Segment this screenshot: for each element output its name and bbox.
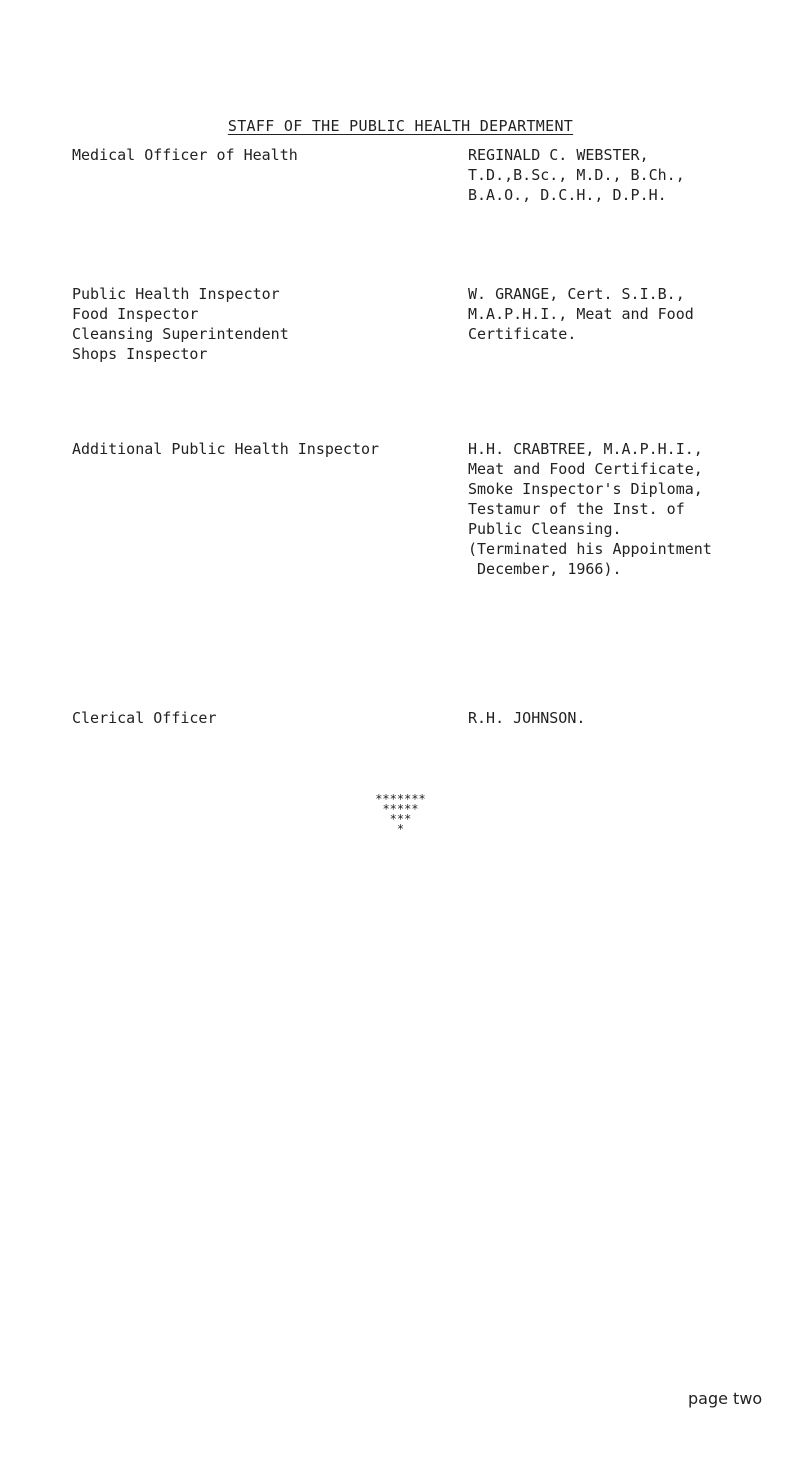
role-line: Public Health Inspector [72, 285, 280, 303]
name-line: (Terminated his Appointment [468, 540, 712, 558]
name-line: Certificate. [468, 325, 577, 343]
role-line: Medical Officer of Health [72, 146, 298, 164]
role-line: Clerical Officer [72, 709, 217, 727]
role-column [72, 708, 452, 728]
role-line: Cleansing Superintendent [72, 325, 289, 343]
role-line: Additional Public Health Inspector [72, 440, 380, 458]
star-line: ******* [375, 792, 426, 806]
star-line: *** [389, 812, 412, 826]
name-column [468, 284, 788, 344]
page-title: STAFF OF THE PUBLIC HEALTH DEPARTMENT [227, 117, 574, 135]
star-line: * [396, 822, 405, 836]
name-line: December, 1966). [468, 560, 622, 578]
name-line: R.H. JOHNSON. [468, 709, 586, 727]
role-column [72, 439, 452, 459]
role-line: Food Inspector [72, 305, 199, 323]
name-column [468, 145, 788, 205]
name-line: M.A.P.H.I., Meat and Food [468, 305, 694, 323]
name-line: REGINALD C. WEBSTER, [468, 146, 649, 164]
role-column [72, 145, 452, 165]
star-ornament [0, 794, 801, 834]
name-line: Smoke Inspector's Diploma, [468, 480, 703, 498]
star-line: ***** [382, 802, 419, 816]
name-column [468, 708, 788, 728]
page-number: page two [688, 1389, 763, 1408]
role-column [72, 284, 452, 364]
name-line: B.A.O., D.C.H., D.P.H. [468, 186, 667, 204]
name-line: H.H. CRABTREE, M.A.P.H.I., [468, 440, 703, 458]
name-line: W. GRANGE, Cert. S.I.B., [468, 285, 685, 303]
name-line: Meat and Food Certificate, [468, 460, 703, 478]
name-line: T.D.,B.Sc., M.D., B.Ch., [468, 166, 685, 184]
name-column [468, 439, 788, 579]
name-line: Testamur of the Inst. of [468, 500, 685, 518]
role-line: Shops Inspector [72, 345, 208, 363]
name-line: Public Cleansing. [468, 520, 622, 538]
